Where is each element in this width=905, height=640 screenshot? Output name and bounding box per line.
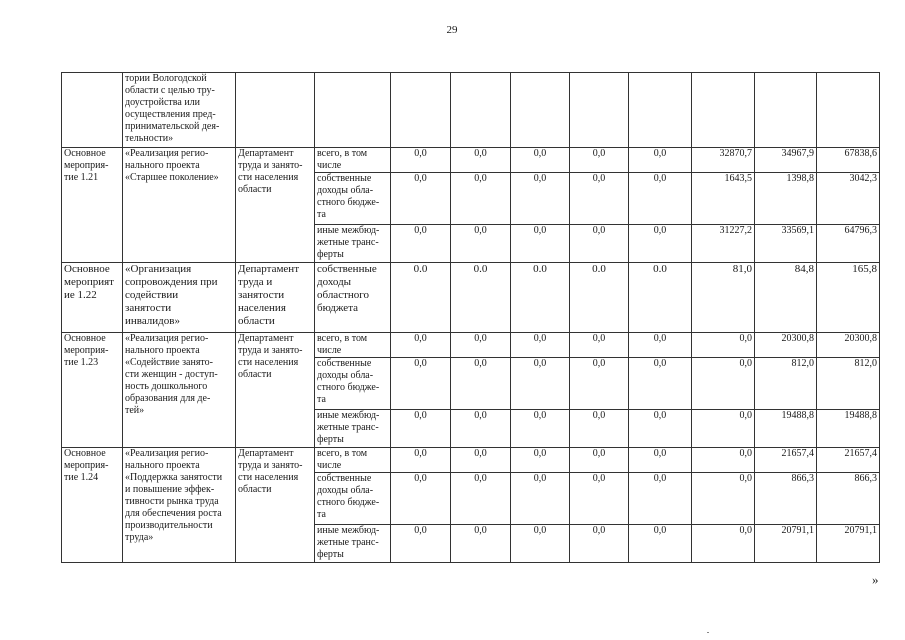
value-cell: 0,0 <box>511 333 570 358</box>
executor-cell <box>236 263 315 333</box>
value-cell: 0,0 <box>629 473 692 525</box>
value-cell: 0,0 <box>391 473 451 525</box>
value-cell: 0,0 <box>570 173 629 225</box>
value-cell: 0,0 <box>391 333 451 358</box>
value-cell: 0,0 <box>692 410 755 448</box>
executor-cell <box>236 333 315 448</box>
funding-source-text: иные межбюд- жетные транс- ферты <box>317 410 380 445</box>
value-cell: 0,0 <box>511 358 570 410</box>
value-cell <box>692 73 755 148</box>
value-cell: 0,0 <box>629 448 692 473</box>
activity-name-cell <box>123 448 236 563</box>
value-cell: 0,0 <box>629 333 692 358</box>
funding-source-cell <box>315 448 391 473</box>
value-cell: 0,0 <box>692 525 755 563</box>
value-cell: 32870,7 <box>692 148 755 173</box>
funding-source-cell <box>315 358 391 410</box>
value-cell: 0,0 <box>391 225 451 263</box>
value-cell: 0,0 <box>391 173 451 225</box>
value-cell: 0,0 <box>692 358 755 410</box>
value-cell: 0,0 <box>451 525 511 563</box>
activity-name-text: «Реализация регио- нального проекта «Содействие занято- сти женщин - доступ- ность дошкольного образования для де- тей» <box>125 333 218 416</box>
value-cell: 866,3 <box>755 473 817 525</box>
funding-source-cell <box>315 525 391 563</box>
value-cell: 0,0 <box>511 225 570 263</box>
funding-source-cell <box>315 333 391 358</box>
value-cell <box>817 73 880 148</box>
activity-code-text: Основное мероприя- тие 1.23 <box>64 333 109 368</box>
funding-source-cell <box>315 173 391 225</box>
funding-source-cell <box>315 263 391 333</box>
executor-cell <box>236 148 315 263</box>
value-cell <box>629 73 692 148</box>
value-cell: 0,0 <box>629 525 692 563</box>
funding-source-text: иные межбюд- жетные транс- ферты <box>317 525 380 560</box>
activity-code-cell <box>62 448 123 563</box>
activity-name-cell <box>123 333 236 448</box>
activity-name-text: «Реализация регио- нального проекта «Старшее поколение» <box>125 148 219 183</box>
value-cell: 0.0 <box>570 263 629 333</box>
funding-source-text: собственные доходы обла- стного бюдже- та <box>317 358 380 405</box>
value-cell: 0.0 <box>391 263 451 333</box>
table-row <box>62 448 880 473</box>
value-cell: 0,0 <box>451 410 511 448</box>
activity-name-text: тории Вологодской области с целью тру- доустройства или осуществления пред- принимательской дея- тельности» <box>125 73 220 144</box>
funding-source-cell <box>315 473 391 525</box>
value-cell: 0,0 <box>391 410 451 448</box>
value-cell: 0,0 <box>511 410 570 448</box>
value-cell: 20300,8 <box>817 333 880 358</box>
value-cell: 0,0 <box>570 473 629 525</box>
value-cell: 0,0 <box>391 525 451 563</box>
value-cell: 0,0 <box>511 173 570 225</box>
value-cell: 0,0 <box>692 473 755 525</box>
page-number: 29 <box>446 24 458 36</box>
value-cell <box>451 73 511 148</box>
executor-cell <box>236 73 315 148</box>
funding-source-text: собственные доходы областного бюджета <box>317 263 377 314</box>
value-cell: 1398,8 <box>755 173 817 225</box>
value-cell: 0,0 <box>391 448 451 473</box>
value-cell: 0,0 <box>692 448 755 473</box>
activity-name-cell <box>123 148 236 263</box>
value-cell: 0,0 <box>570 525 629 563</box>
value-cell: 0,0 <box>629 148 692 173</box>
funding-source-cell <box>315 225 391 263</box>
value-cell: 21657,4 <box>817 448 880 473</box>
scan-speck <box>707 632 709 633</box>
activity-name-text: «Реализация регио- нального проекта «Поддержка занятости и повышение эффек- тивности рынка труда для обеспечения роста производительности труда» <box>125 448 223 543</box>
table-row <box>62 333 880 358</box>
value-cell: 812,0 <box>755 358 817 410</box>
value-cell: 1643,5 <box>692 173 755 225</box>
funding-source-text: всего, в том числе <box>317 448 368 471</box>
activity-code-cell <box>62 333 123 448</box>
table-body <box>62 73 880 563</box>
source-cell <box>315 73 391 148</box>
value-cell <box>570 73 629 148</box>
value-cell: 0,0 <box>451 148 511 173</box>
executor-cell <box>236 448 315 563</box>
value-cell: 33569,1 <box>755 225 817 263</box>
value-cell: 165,8 <box>817 263 880 333</box>
value-cell: 0,0 <box>570 225 629 263</box>
value-cell: 0,0 <box>451 473 511 525</box>
value-cell: 19488,8 <box>755 410 817 448</box>
value-cell: 31227,2 <box>692 225 755 263</box>
value-cell: 0,0 <box>570 358 629 410</box>
value-cell: 19488,8 <box>817 410 880 448</box>
value-cell: 81,0 <box>692 263 755 333</box>
value-cell: 0,0 <box>570 148 629 173</box>
activity-code-text: Основное мероприят ие 1.22 <box>64 263 114 301</box>
value-cell: 84,8 <box>755 263 817 333</box>
executor-text: Департамент труда и занятости населения области <box>238 263 300 327</box>
activity-code-cell <box>62 263 123 333</box>
activity-code-cell <box>62 148 123 263</box>
value-cell: 0,0 <box>451 358 511 410</box>
activity-cell <box>62 73 123 148</box>
value-cell: 0.0 <box>629 263 692 333</box>
value-cell: 0,0 <box>391 358 451 410</box>
value-cell: 0,0 <box>451 173 511 225</box>
value-cell: 0,0 <box>629 173 692 225</box>
value-cell <box>755 73 817 148</box>
value-cell: 0,0 <box>451 333 511 358</box>
budget-table <box>61 72 880 563</box>
value-cell: 67838,6 <box>817 148 880 173</box>
continuation-mark: » <box>872 572 879 587</box>
value-cell: 21657,4 <box>755 448 817 473</box>
activity-name-text: «Организация сопровождения при содействии занятости инвалидов» <box>125 263 218 327</box>
activity-name-cell <box>123 263 236 333</box>
activity-code-text: Основное мероприя- тие 1.24 <box>64 448 109 483</box>
funding-source-text: всего, в том числе <box>317 333 368 356</box>
value-cell: 20300,8 <box>755 333 817 358</box>
funding-source-cell <box>315 148 391 173</box>
activity-name-cell <box>123 73 236 148</box>
value-cell: 0,0 <box>629 358 692 410</box>
value-cell: 0.0 <box>451 263 511 333</box>
executor-text: Департамент труда и занято- сти населения области <box>238 333 303 380</box>
value-cell: 64796,3 <box>817 225 880 263</box>
value-cell <box>511 73 570 148</box>
table-row <box>62 148 880 173</box>
value-cell: 34967,9 <box>755 148 817 173</box>
value-cell <box>391 73 451 148</box>
value-cell: 0,0 <box>511 473 570 525</box>
funding-source-text: собственные доходы обла- стного бюдже- та <box>317 473 380 520</box>
value-cell: 0,0 <box>391 148 451 173</box>
value-cell: 866,3 <box>817 473 880 525</box>
value-cell: 3042,3 <box>817 173 880 225</box>
value-cell: 0,0 <box>629 225 692 263</box>
value-cell: 20791,1 <box>755 525 817 563</box>
funding-source-cell <box>315 410 391 448</box>
table-row <box>62 263 880 333</box>
value-cell: 0,0 <box>570 333 629 358</box>
executor-text: Департамент труда и занято- сти населения области <box>238 148 303 195</box>
value-cell: 0,0 <box>511 525 570 563</box>
value-cell: 0,0 <box>570 448 629 473</box>
value-cell: 0,0 <box>692 333 755 358</box>
value-cell: 0,0 <box>570 410 629 448</box>
value-cell: 812,0 <box>817 358 880 410</box>
value-cell: 0,0 <box>451 448 511 473</box>
value-cell: 0,0 <box>629 410 692 448</box>
value-cell: 20791,1 <box>817 525 880 563</box>
activity-code-text: Основное мероприя- тие 1.21 <box>64 148 109 183</box>
table-row <box>62 73 880 148</box>
funding-source-text: иные межбюд- жетные транс- ферты <box>317 225 380 260</box>
value-cell: 0,0 <box>511 448 570 473</box>
value-cell: 0,0 <box>511 148 570 173</box>
funding-source-text: всего, в том числе <box>317 148 368 171</box>
funding-source-text: собственные доходы обла- стного бюдже- та <box>317 173 380 220</box>
executor-text: Департамент труда и занято- сти населения области <box>238 448 303 495</box>
value-cell: 0,0 <box>451 225 511 263</box>
value-cell: 0.0 <box>511 263 570 333</box>
